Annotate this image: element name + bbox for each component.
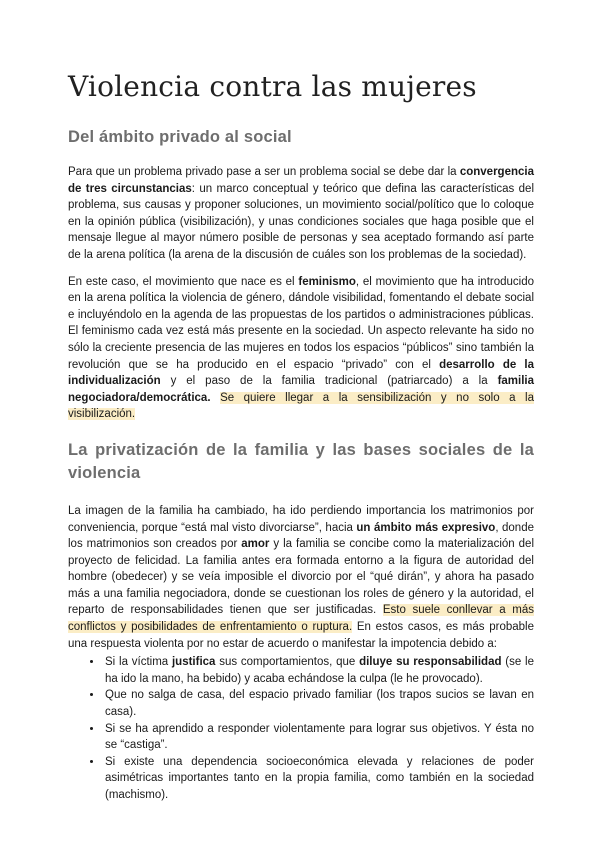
highlighted-text: Esto suele conllevar a más conflictos y posibilidades de enfrentamiento o ruptura.	[68, 604, 534, 634]
text-run: La imagen de la familia ha cambiado, ha ido perdiendo importancia los matrimonios por conveniencia, porque “está mal visto divorciarse”, hacia	[68, 504, 534, 534]
text-run: Si la víctima	[105, 656, 172, 669]
list-item-justifica	[103, 654, 534, 687]
bold-text: diluye su responsabilidad	[359, 656, 502, 669]
bold-text: familia negociadora/democrática.	[68, 375, 534, 404]
document-title: Violencia contra las mujeres	[68, 70, 477, 103]
text-run	[211, 392, 221, 404]
text-run: Que no salga de casa, del espacio privado familiar (los trapos sucios se lavan en casa).	[105, 689, 534, 719]
bullet-list	[68, 654, 534, 803]
text-run: sus comportamientos, que	[215, 656, 360, 669]
text-run: En este caso, el movimiento que nace es el	[68, 275, 299, 288]
paragraph-feminismo	[68, 274, 534, 423]
text-run: Si existe una dependencia socioeconómica elevada y relaciones de poder asimétricas importantes tanto en la propia familia, como también en la sociedad (machismo).	[105, 755, 534, 801]
bold-text: desarrollo de la individualización	[68, 358, 534, 388]
section-heading-privatizacion-familia: La privatización de la familia y las bases sociales de la violencia	[68, 440, 534, 482]
paragraph-convergencia	[68, 164, 534, 264]
bold-text: feminismo	[298, 275, 356, 288]
list-item-responder-violentamente	[103, 721, 534, 754]
text-run: y la familia se concibe como la materialización del proyecto de felicidad. La familia antes era formada entorno a la figura de autoridad del hombre (obedecer) y se veía imposible el divorcio por el “qué dirán”, y ahora ha pasado más a una familia negociadora, donde se cuestionan los roles de género y la autoridad, el reparto de responsabilidades tienen que ser justificadas.	[68, 538, 534, 617]
section-heading-ambito-privado: Del ámbito privado al social	[68, 128, 292, 146]
text-run: Para que un problema privado pase a ser un problema social se debe dar la	[68, 166, 460, 178]
paragraph-imagen-familia	[68, 503, 534, 652]
text-run: , el movimiento que ha introducido en la arena política la violencia de género, dándole visibilidad, fomentando el debate social e incluyéndolo en la agenda de las propuestas de los partidos o administraciones públicas. El feminismo cada vez está más presente en la sociedad. Un aspecto relevante ha sido no sólo la creciente presencia de las mujeres en todos los espacios “públicos” sino también la revolución que se ha producido en el espacio “privado” con el	[68, 275, 534, 371]
text-run: En estos casos, es más probable una respuesta violenta por no estar de acuerdo o manifestar la impotencia debido a:	[68, 621, 534, 650]
bold-text: convergencia de tres circunstancias	[68, 166, 534, 195]
bold-text: amor	[241, 538, 270, 551]
bold-text: un ámbito más expresivo	[356, 521, 496, 534]
text-run: , donde los matrimonios son creados por	[68, 521, 534, 551]
bold-text: justifica	[171, 656, 216, 669]
text-run: y el paso de la familia tradicional (patriarcado) a la	[160, 375, 498, 388]
text-run: (se le ha ido la mano, ha bebido) y acaba echándose la culpa (le he provocado).	[105, 656, 535, 685]
highlighted-text: Se quiere llegar a la sensibilización y no solo a la visibilización.	[68, 391, 534, 421]
text-run: Si se ha aprendido a responder violentamente para lograr sus objetivos. Y ésta no se “castiga”.	[105, 722, 534, 752]
list-item-dependencia-socioeconomica	[103, 754, 534, 804]
list-item-no-salga-de-casa	[103, 687, 534, 720]
text-run: : un marco conceptual y teórico que defina las características del problema, sus causas y proponer soluciones, un movimiento social/político que lo coloque en la opinión pública (visibilización), y unas condiciones sociales que haga posible que el mensaje llegue al mayor número posible de personas y sea aceptado formando así parte de la arena política (la arena de la discusión de cuáles son los problemas de la sociedad).	[68, 182, 534, 261]
